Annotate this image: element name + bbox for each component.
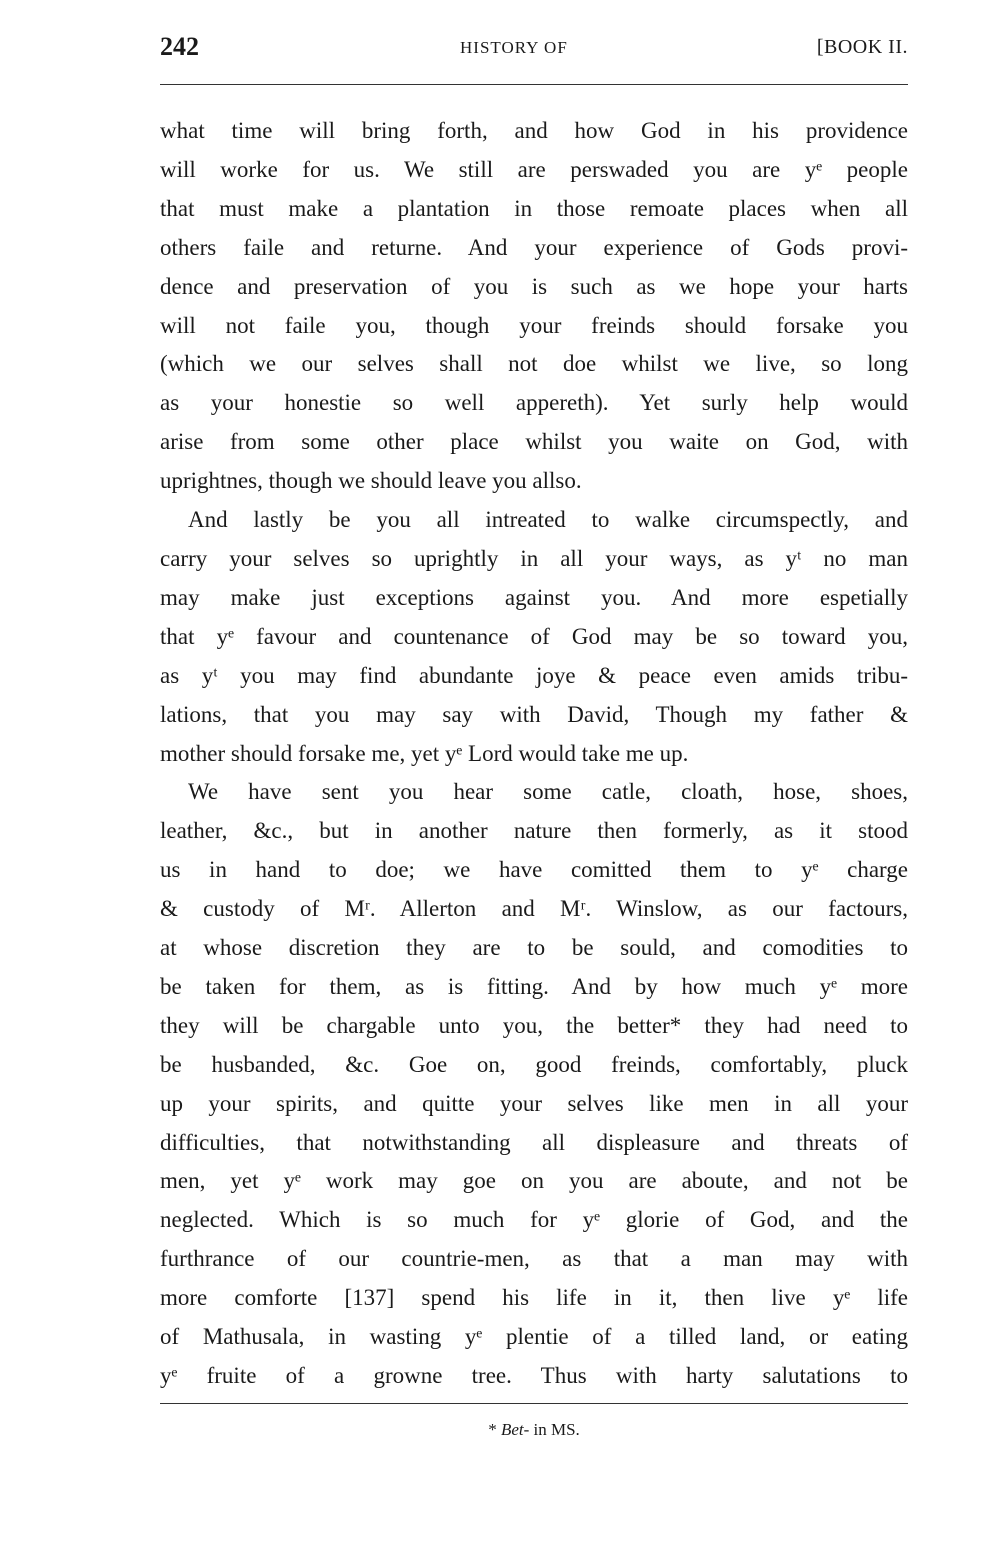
footnote-text: in MS. [529, 1420, 580, 1439]
footnote [160, 1420, 908, 1440]
text-line: may make just exceptions against you. And more espetially [160, 584, 908, 610]
text-line: as yᵗ you may find abundante joye & peace even amids tribu- [160, 662, 908, 688]
text-line: be taken for them, as is fitting. And by how much yᵉ more [160, 973, 908, 999]
text-line: will worke for us. We still are perswaded you are yᵉ people [160, 156, 908, 182]
text-line: carry your selves so uprightly in all your ways, as yᵗ no man [160, 545, 908, 571]
text-line: yᵉ fruite of a growne tree. Thus with harty salutations to [160, 1363, 908, 1388]
text-line: men, yet yᵉ work may goe on you are aboute, and not be [160, 1168, 908, 1194]
paragraph-2 [160, 501, 908, 773]
text-line: that yᵉ favour and countenance of God may be so toward you, [160, 623, 908, 649]
text-line: leather, &c., but in another nature then formerly, as it stood [160, 818, 908, 844]
text-line: they will be chargable unto you, the better* they had need to [160, 1012, 908, 1038]
header-rule [160, 84, 908, 85]
text-line: lations, that you may say with David, Though my father & [160, 701, 908, 727]
text-line: (which we our selves shall not doe whilst we live, so long [160, 351, 908, 377]
text-line: And lastly be you all intreated to walke circumspectly, and [188, 507, 908, 533]
paragraph-3 [160, 773, 908, 1396]
text-line: mother should forsake me, yet yᵉ Lord would take me up. [160, 740, 689, 766]
text-line: as your honestie so well appereth). Yet surly help would [160, 390, 908, 416]
text-line: & custody of Mʳ. Allerton and Mʳ. Winslow, as our factours, [160, 896, 908, 922]
footnote-marker: * [488, 1420, 497, 1439]
page-header [160, 32, 908, 68]
footnote-italic-text: Bet- [500, 1420, 530, 1439]
page-number: 242 [160, 32, 199, 61]
text-line: of Mathusala, in wasting yᵉ plentie of a tilled land, or eating [160, 1324, 908, 1350]
footnote-rule [160, 1403, 908, 1404]
paragraph-1 [160, 112, 908, 501]
text-line: up your spirits, and quitte your selves like men in all your [160, 1090, 908, 1116]
text-line: what time will bring forth, and how God in his providence [160, 118, 908, 143]
text-line: arise from some other place whilst you waite on God, with [160, 429, 908, 455]
text-line: others faile and returne. And your experience of Gods provi- [160, 234, 908, 260]
text-line: us in hand to doe; we have comitted them to yᵉ charge [160, 857, 908, 883]
text-line: difficulties, that notwithstanding all displeasure and threats of [160, 1129, 908, 1155]
text-line: will not faile you, though your freinds should forsake you [160, 312, 908, 338]
text-line: We have sent you hear some catle, cloath, hose, shoes, [188, 779, 908, 805]
body-text [160, 112, 908, 1396]
text-line: more comforte [137] spend his life in it, then live yᵉ life [160, 1285, 908, 1311]
book-label: [BOOK II. [816, 36, 908, 58]
text-line: that must make a plantation in those remoate places when all [160, 195, 908, 221]
text-line: uprightnes, though we should leave you allso. [160, 468, 582, 494]
text-line: furthrance of our countrie-men, as that a man may with [160, 1246, 908, 1272]
running-title: HISTORY OF [460, 38, 568, 57]
text-line: dence and preservation of you is such as we hope your harts [160, 273, 908, 299]
text-line: at whose discretion they are to be sould, and comodities to [160, 935, 908, 961]
text-line: neglected. Which is so much for yᵉ glorie of God, and the [160, 1207, 908, 1233]
text-line: be husbanded, &c. Goe on, good freinds, comfortably, pluck [160, 1051, 908, 1077]
